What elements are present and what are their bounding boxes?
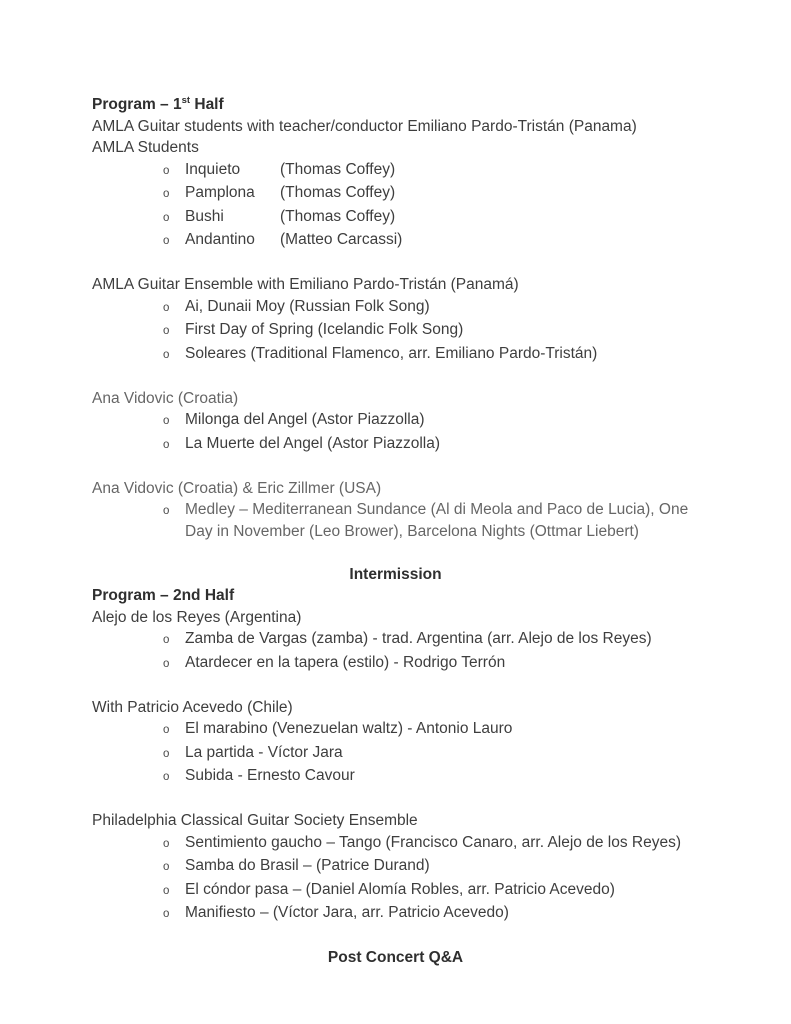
pcgs-list bbox=[92, 832, 699, 926]
patricio-list bbox=[92, 718, 699, 789]
bullet-marker: o bbox=[163, 505, 170, 517]
intermission-heading: Intermission bbox=[349, 565, 442, 583]
list-item bbox=[92, 296, 699, 320]
ana-vidovic-list bbox=[92, 409, 699, 456]
bullet-marker: o bbox=[163, 211, 170, 224]
bullet-marker: o bbox=[163, 657, 170, 670]
piece-text: El marabino (Venezuelan waltz) - Antonio Lauro bbox=[185, 720, 513, 737]
first-half-heading bbox=[92, 94, 699, 116]
bullet-marker: o bbox=[163, 908, 170, 920]
bullet-marker: o bbox=[163, 861, 170, 873]
list-item bbox=[92, 319, 699, 343]
piece-text: La partida - Víctor Jara bbox=[185, 743, 343, 761]
piece-text: Sentimiento gaucho – Tango (Francisco Canaro, arr. Alejo de los Reyes) bbox=[185, 833, 681, 851]
list-item bbox=[92, 718, 699, 742]
piece-title: Bushi bbox=[185, 207, 224, 225]
list-item bbox=[92, 409, 699, 433]
piece-text: Atardecer en la tapera (estilo) - Rodrigo Terrón bbox=[185, 653, 506, 671]
list-item bbox=[92, 159, 699, 183]
piece-text: El cóndor pasa – (Daniel Alomía Robles, arr. Patricio Acevedo) bbox=[185, 880, 615, 898]
piece-text: Subida - Ernesto Cavour bbox=[185, 767, 355, 784]
spacer bbox=[92, 789, 699, 811]
bullet-marker: o bbox=[163, 747, 170, 760]
piece-credit: (Thomas Coffey) bbox=[280, 207, 396, 225]
list-item bbox=[92, 855, 699, 879]
amla-students-list bbox=[92, 159, 699, 253]
bullet-marker: o bbox=[163, 235, 170, 247]
bullet-marker: o bbox=[163, 724, 170, 736]
list-item bbox=[92, 343, 699, 367]
bullet-marker: o bbox=[163, 301, 170, 314]
list-item bbox=[92, 902, 699, 926]
piece-credit: (Thomas Coffey) bbox=[280, 160, 396, 178]
spacer bbox=[92, 366, 699, 388]
piece-text: La Muerte del Angel (Astor Piazzolla) bbox=[185, 434, 441, 452]
piece-title: Inquieto bbox=[185, 160, 241, 178]
piece-text: Milonga del Angel (Astor Piazzolla) bbox=[185, 411, 425, 428]
spacer bbox=[92, 253, 699, 275]
piece-credit: (Thomas Coffey) bbox=[280, 184, 396, 201]
list-item bbox=[92, 628, 699, 652]
ana-eric-list bbox=[92, 499, 699, 542]
list-item bbox=[92, 433, 699, 457]
list-item bbox=[92, 182, 699, 206]
list-item bbox=[92, 742, 699, 766]
bullet-marker: o bbox=[163, 415, 170, 427]
piece-credit: (Matteo Carcassi) bbox=[280, 231, 403, 248]
list-item bbox=[92, 229, 699, 253]
post-concert-heading: Post Concert Q&A bbox=[327, 949, 464, 966]
piece-title: Pamplona bbox=[185, 184, 255, 201]
bullet-marker: o bbox=[163, 325, 170, 337]
ensemble-list bbox=[92, 296, 699, 367]
list-item bbox=[92, 206, 699, 230]
piece-title: Andantino bbox=[185, 231, 255, 248]
piece-text: Medley – Mediterranean Sundance (Al di Meola and Paco de Lucia), One Day in November (Leo Brower), Barcelona Nights (Ottmar Liebert) bbox=[185, 501, 689, 540]
list-item bbox=[92, 832, 699, 856]
bullet-marker: o bbox=[163, 188, 170, 200]
bullet-marker: o bbox=[163, 634, 170, 646]
ana-eric-section-header: Ana Vidovic (Croatia) & Eric Zillmer (USA) bbox=[92, 479, 382, 497]
list-item bbox=[92, 499, 699, 542]
list-item bbox=[92, 652, 699, 676]
list-item bbox=[92, 765, 699, 789]
spacer bbox=[92, 926, 699, 948]
list-item bbox=[92, 879, 699, 903]
spacer bbox=[92, 456, 699, 478]
spacer bbox=[92, 542, 699, 564]
heading-text-end: Half bbox=[190, 96, 224, 113]
amla-students-subheading: AMLA Students bbox=[92, 139, 199, 156]
heading-ordinal-suffix: st bbox=[181, 95, 191, 106]
first-half-intro: AMLA Guitar students with teacher/conductor Emiliano Pardo-Tristán (Panama) bbox=[92, 117, 637, 135]
bullet-marker: o bbox=[163, 837, 170, 850]
pcgs-section-header: Philadelphia Classical Guitar Society Ensemble bbox=[92, 812, 418, 829]
piece-text: First Day of Spring (Icelandic Folk Song) bbox=[185, 321, 464, 338]
ensemble-section-header: AMLA Guitar Ensemble with Emiliano Pardo-Tristán (Panamá) bbox=[92, 276, 519, 293]
patricio-section-header: With Patricio Acevedo (Chile) bbox=[92, 698, 293, 716]
second-half-heading: Program – 2nd Half bbox=[92, 587, 235, 604]
bullet-marker: o bbox=[163, 884, 170, 897]
bullet-marker: o bbox=[163, 771, 170, 783]
ana-vidovic-section-header: Ana Vidovic (Croatia) bbox=[92, 389, 239, 407]
spacer bbox=[92, 675, 699, 697]
piece-text: Zamba de Vargas (zamba) - trad. Argentina (arr. Alejo de los Reyes) bbox=[185, 630, 652, 647]
bullet-marker: o bbox=[163, 348, 170, 361]
alejo-section-header: Alejo de los Reyes (Argentina) bbox=[92, 608, 302, 626]
piece-text: Ai, Dunaii Moy (Russian Folk Song) bbox=[185, 297, 430, 315]
alejo-list bbox=[92, 628, 699, 675]
heading-text-start: Program – 1 bbox=[92, 96, 182, 113]
piece-text: Soleares (Traditional Flamenco, arr. Emiliano Pardo-Tristán) bbox=[185, 344, 598, 362]
piece-text: Manifiesto – (Víctor Jara, arr. Patricio Acevedo) bbox=[185, 904, 509, 921]
bullet-marker: o bbox=[163, 164, 170, 177]
piece-text: Samba do Brasil – (Patrice Durand) bbox=[185, 857, 430, 874]
bullet-marker: o bbox=[163, 438, 170, 451]
